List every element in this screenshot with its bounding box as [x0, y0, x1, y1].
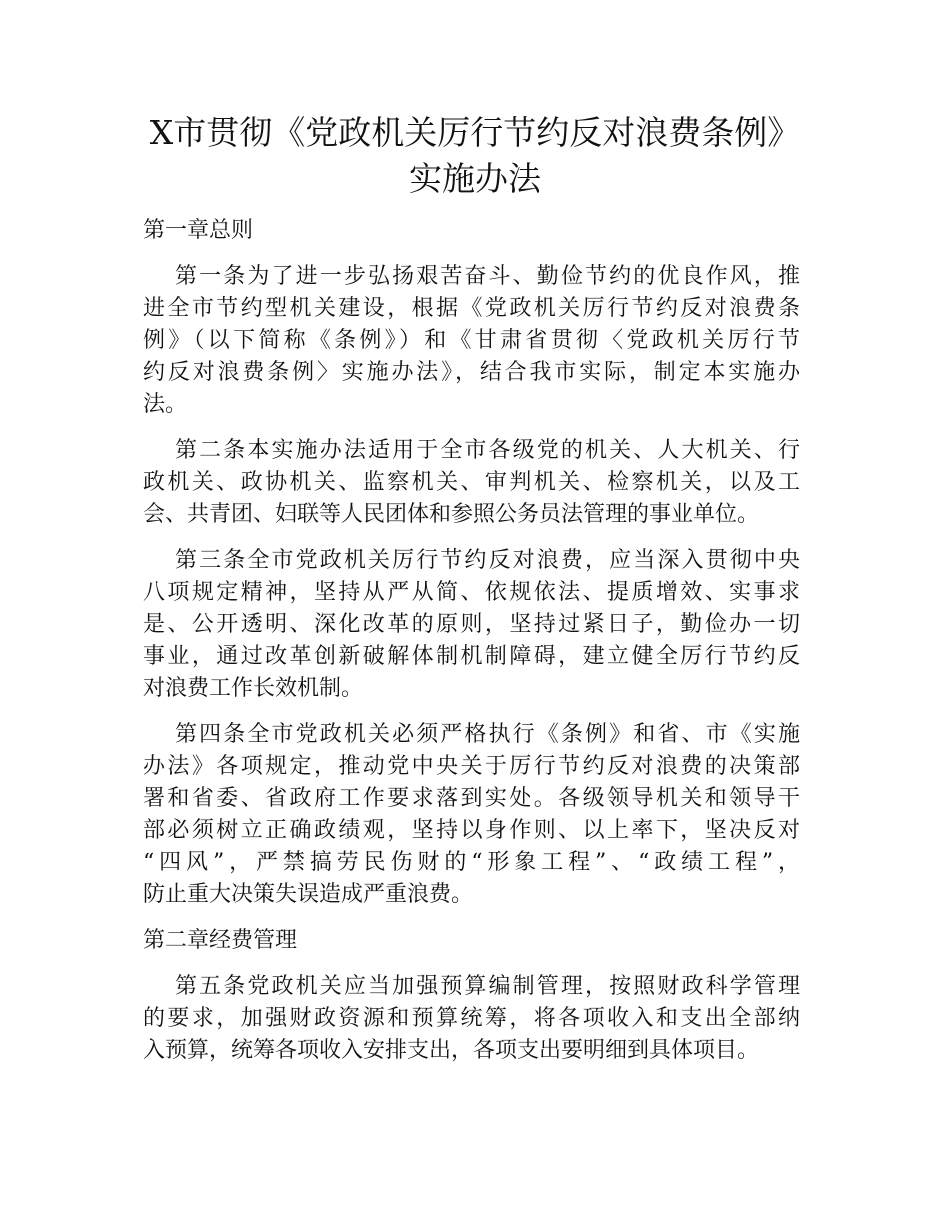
text-line: 事业，通过改革创新破解体制机制障碍，建立健全厉行节约反: [143, 644, 800, 669]
text-line: 法。: [143, 392, 188, 417]
text-line: 约反对浪费条例〉实施办法》，结合我市实际，制定本实施办: [143, 360, 800, 385]
article-paragraph: [143, 719, 800, 911]
text-line: 第二条本实施办法适用于全市各级党的机关、人大机关、行: [175, 438, 800, 463]
text-line: 第四条全市党政机关必须严格执行《条例》和省、市《实施: [175, 722, 800, 747]
text-line: 政机关、政协机关、监察机关、审判机关、检察机关，以及工: [143, 470, 800, 495]
chapter-heading: [143, 215, 800, 247]
article-paragraph: [143, 435, 800, 531]
text-line: 的要求，加强财政资源和预算统筹，将各项收入和支出全部纳: [143, 1006, 800, 1031]
article-paragraph: [143, 261, 800, 421]
text-line: 第一章总则: [143, 218, 254, 243]
text-line: 入预算，统筹各项收入安排支出，各项支出要明细到具体项目。: [143, 1038, 760, 1063]
text-line: 会、共青团、妇联等人民团体和参照公务员法管理的事业单位。: [143, 502, 760, 527]
article-paragraph: [143, 971, 800, 1067]
text-line: 部必须树立正确政绩观，坚持以身作则、以上率下，坚决反对: [143, 818, 800, 843]
text-line: 第三条全市党政机关厉行节约反对浪费，应当深入贯彻中央: [175, 548, 800, 573]
text-line: 第二章经费管理: [143, 928, 298, 953]
chapter-heading: [143, 925, 800, 957]
title-line-1: X市贯彻《党政机关厉行节约反对浪费条例》: [149, 113, 801, 152]
text-line: 办法》各项规定，推动党中央关于厉行节约反对浪费的决策部: [143, 754, 800, 779]
text-line: 第五条党政机关应当加强预算编制管理，按照财政科学管理: [175, 974, 800, 999]
text-line: 第一条为了进一步弘扬艰苦奋斗、勤俭节约的优良作风，推: [175, 264, 800, 289]
text-line: 对浪费工作长效机制。: [143, 676, 364, 701]
text-line: 是、公开透明、深化改革的原则，坚持过紧日子，勤俭办一切: [143, 612, 800, 637]
title-line-2: 实施办法: [409, 159, 541, 198]
text-line: 署和省委、省政府工作要求落到实处。各级领导机关和领导干: [143, 786, 800, 811]
document-title: [0, 110, 950, 202]
document-body: [143, 215, 800, 1081]
text-line: “四风”，严禁搞劳民伤财的“形象工程”、“政绩工程”，: [143, 850, 800, 875]
article-paragraph: [143, 545, 800, 705]
text-line: 八项规定精神，坚持从严从简、依规依法、提质增效、实事求: [143, 580, 800, 605]
text-line: 进全市节约型机关建设，根据《党政机关厉行节约反对浪费条: [143, 296, 800, 321]
text-line: 例》（以下简称《条例》）和《甘肃省贯彻〈党政机关厉行节: [143, 328, 800, 353]
text-line: 防止重大决策失误造成严重浪费。: [143, 882, 474, 907]
